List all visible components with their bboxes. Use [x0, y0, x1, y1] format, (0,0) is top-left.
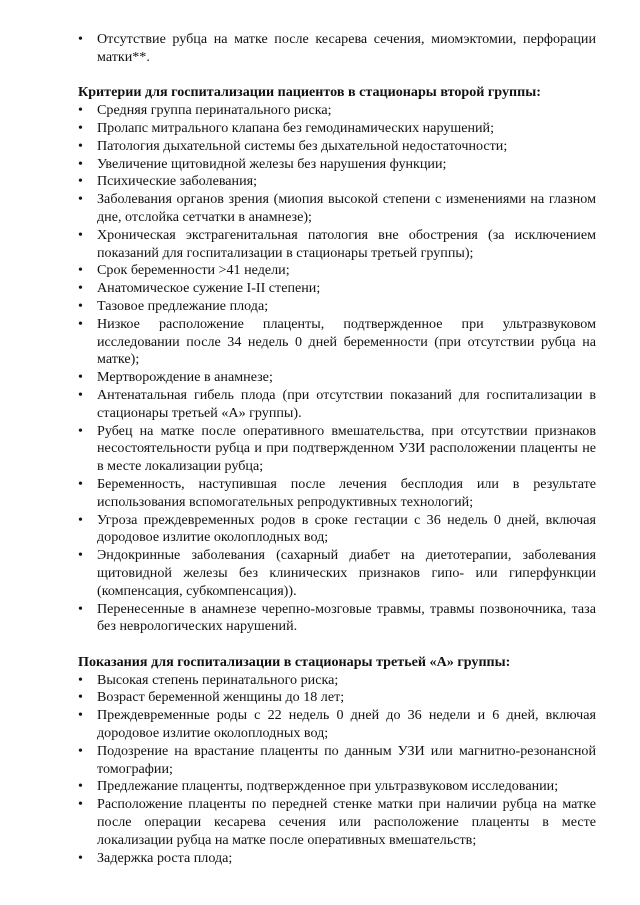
list-item: • Рубец на матке после оперативного вмешательства, при отсутствии признаков несостоятельности рубца и при подтвержденном УЗИ расположении плаценты не в месте локализации рубца; — [78, 423, 596, 476]
indications-list-third-a-group — [78, 672, 596, 868]
list-item: • Эндокринные заболевания (сахарный диабет на диетотерапии, заболевания щитовидной железы без клинических признаков гипо- или гиперфункции (компенсация, субкомпенсация)). — [78, 547, 596, 600]
list-item: • Подозрение на врастание плаценты по данным УЗИ или магнитно-резонансной томографии; — [78, 743, 596, 779]
document-page — [78, 31, 596, 867]
list-item: • Отсутствие рубца на матке после кесарева сечения, миомэктомии, перфорации матки**. — [78, 31, 596, 67]
list-item: • Срок беременности >41 недели; — [78, 262, 596, 280]
bullet-list-continued — [78, 31, 596, 67]
list-item: • Предлежание плаценты, подтвержденное при ультразвуковом исследовании; — [78, 778, 596, 796]
list-item: • Патология дыхательной системы без дыхательной недостаточности; — [78, 138, 596, 156]
list-item: • Низкое расположение плаценты, подтвержденное при ультразвуковом исследовании после 34 недель 0 дней беременности (при отсутствии рубца на матке); — [78, 316, 596, 369]
list-item: • Хроническая экстрагенитальная патология вне обострения (за исключением показаний для госпитализации в стационары третьей группы); — [78, 227, 596, 263]
list-item: • Мертворождение в анамнезе; — [78, 369, 596, 387]
section-heading-third-a-group: Показания для госпитализации в стационары третьей «А» группы: — [78, 653, 511, 670]
list-item: • Пролапс митрального клапана без гемодинамических нарушений; — [78, 120, 596, 138]
section-heading-second-group: Критерии для госпитализации пациентов в стационары второй группы: — [78, 84, 541, 101]
list-item: • Увеличение щитовидной железы без нарушения функции; — [78, 156, 596, 174]
list-item: • Анатомическое сужение I-II степени; — [78, 280, 596, 298]
list-item: • Тазовое предлежание плода; — [78, 298, 596, 316]
list-item: • Беременность, наступившая после лечения бесплодия или в результате использования вспомогательных репродуктивных технологий; — [78, 476, 596, 512]
list-item: • Средняя группа перинатального риска; — [78, 102, 596, 120]
list-item: • Расположение плаценты по передней стенке матки при наличии рубца на матке после операции кесарева сечения или расположение плаценты в месте локализации рубца на матке после оперативных вмешательств; — [78, 796, 596, 849]
list-item: • Высокая степень перинатального риска; — [78, 672, 596, 690]
criteria-list-second-group — [78, 102, 596, 636]
list-item: • Антенатальная гибель плода (при отсутствии показаний для госпитализации в стационары третьей «А» группы). — [78, 387, 596, 423]
list-item: • Угроза преждевременных родов в сроке гестации с 36 недель 0 дней, включая дородовое излитие околоплодных вод; — [78, 512, 596, 548]
list-item: • Преждевременные роды с 22 недель 0 дней до 36 недели и 6 дней, включая дородовое излитие околоплодных вод; — [78, 707, 596, 743]
list-item: • Заболевания органов зрения (миопия высокой степени с изменениями на глазном дне, отслойка сетчатки в анамнезе); — [78, 191, 596, 227]
list-item: • Психические заболевания; — [78, 173, 596, 191]
list-item: • Задержка роста плода; — [78, 850, 596, 868]
list-item: • Возраст беременной женщины до 18 лет; — [78, 689, 596, 707]
list-item: • Перенесенные в анамнезе черепно-мозговые травмы, травмы позвоночника, таза без неврологических нарушений. — [78, 601, 596, 637]
